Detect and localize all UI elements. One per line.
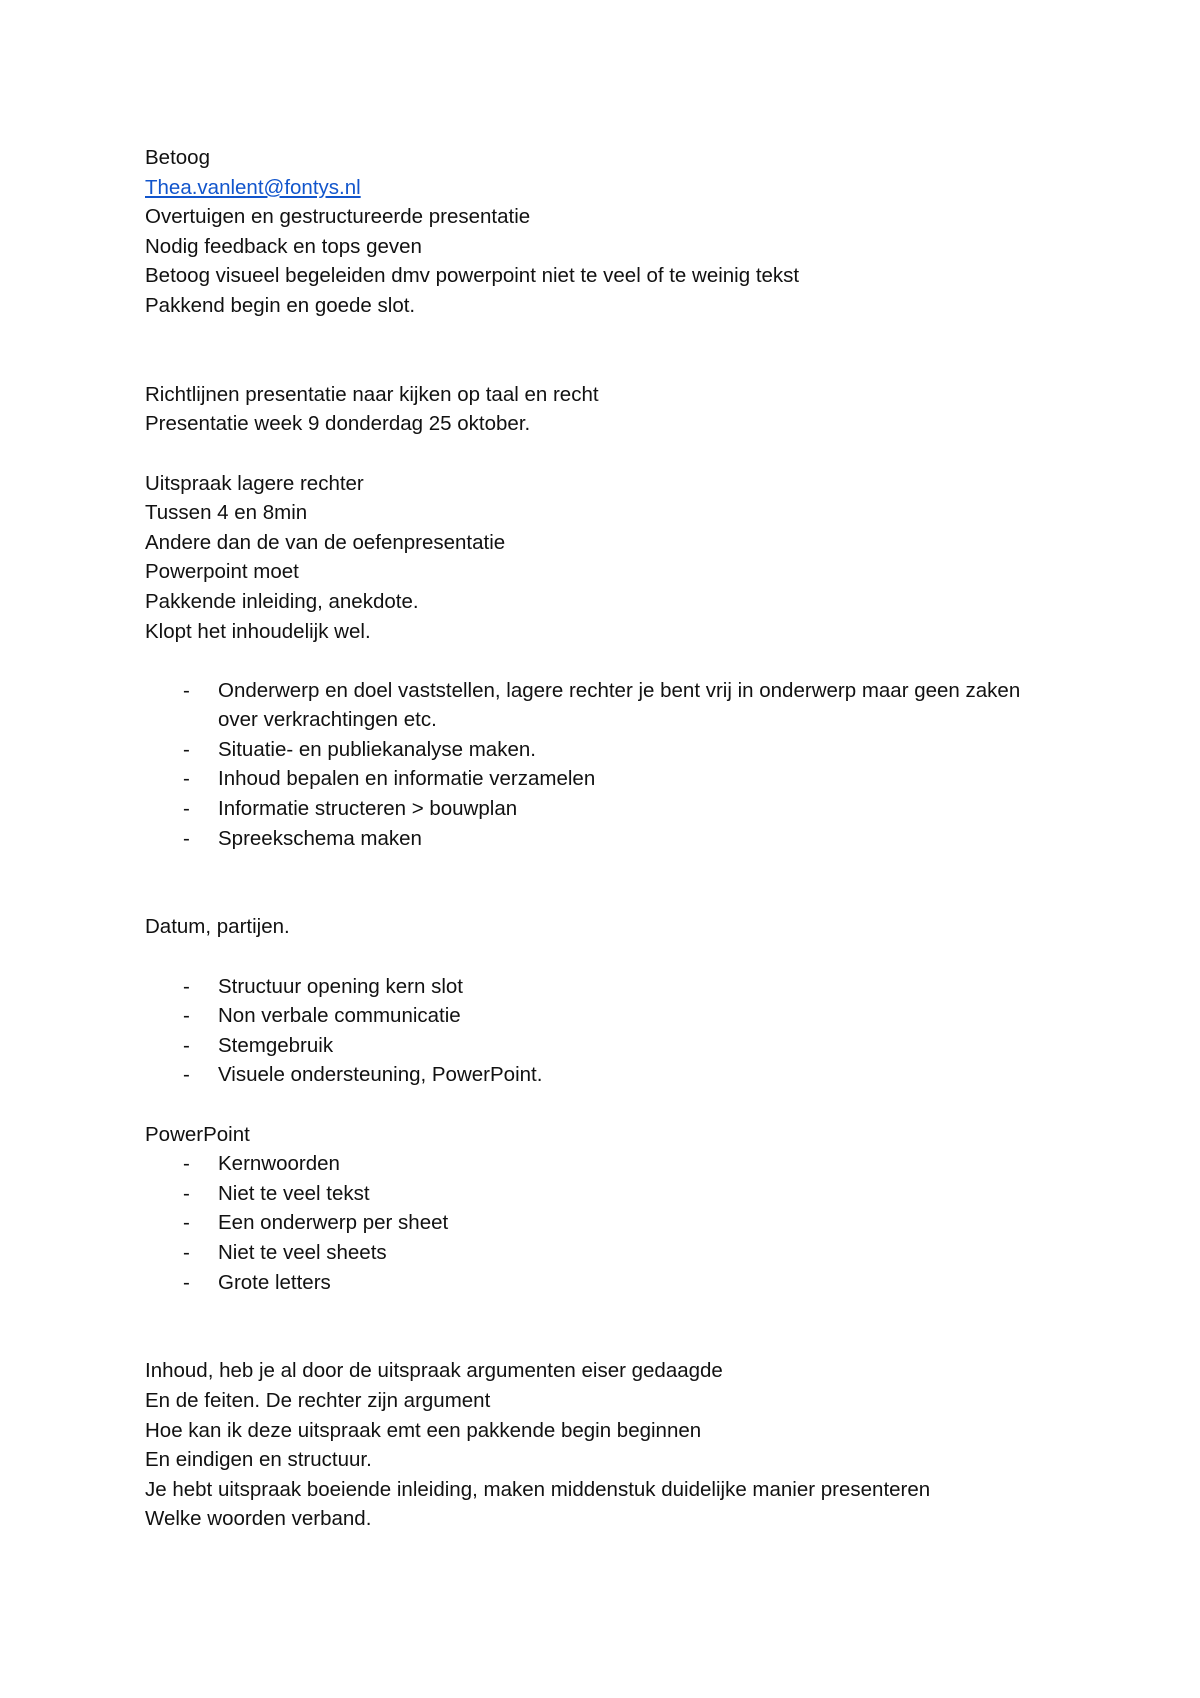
guidelines-line: Richtlijnen presentatie naar kijken op taal en recht: [145, 382, 599, 406]
powerpoint-list: [145, 1149, 1045, 1297]
list-item-text: Stemgebruik: [218, 1033, 334, 1057]
list-item-text: Visuele ondersteuning, PowerPoint.: [218, 1063, 543, 1087]
list-item: [145, 1208, 1045, 1238]
dash-bullet: -: [183, 1240, 190, 1264]
list-item-text: Spreekschema maken: [218, 826, 422, 850]
dash-bullet: -: [183, 1181, 190, 1205]
list-item: [145, 824, 1045, 854]
spacer: [145, 321, 1045, 380]
spacer: [145, 853, 1045, 912]
spacer: [145, 1297, 1045, 1356]
closing-line: Hoe kan ik deze uitspraak emt een pakkende begin beginnen: [145, 1418, 702, 1442]
dash-bullet: -: [183, 737, 190, 761]
list-item: [145, 1268, 1045, 1298]
list-item-text: Een onderwerp per sheet: [218, 1211, 449, 1235]
dash-bullet: -: [183, 1063, 190, 1087]
email-link[interactable]: Thea.vanlent@fontys.nl: [145, 175, 361, 199]
list-item: [145, 764, 1045, 794]
list-item-text: Niet te veel sheets: [218, 1240, 387, 1264]
closing-line: En de feiten. De rechter zijn argument: [145, 1388, 491, 1412]
dash-bullet: -: [183, 1211, 190, 1235]
list-item-text: Non verbale communicatie: [218, 1004, 461, 1028]
document-title: Betoog: [145, 146, 210, 169]
list-item: [145, 1001, 1045, 1031]
spacer: [145, 1090, 1045, 1120]
list-item-text: Onderwerp en doel vaststellen, lagere rechter je bent vrij in onderwerp maar geen zaken over verkrachtingen etc.: [218, 678, 1021, 732]
list-item: [145, 1149, 1045, 1179]
uitspraak-line: Powerpoint moet: [145, 560, 299, 584]
intro-line: Overtuigen en gestructureerde presentatie: [145, 205, 531, 229]
intro-line: Pakkend begin en goede slot.: [145, 293, 416, 317]
list-item: [145, 1238, 1045, 1268]
spacer: [145, 646, 1045, 676]
closing-line: Inhoud, heb je al door de uitspraak argumenten eiser gedaagde: [145, 1359, 723, 1383]
spacer: [145, 439, 1045, 469]
dash-bullet: -: [183, 1004, 190, 1028]
intro-line: Nodig feedback en tops geven: [145, 234, 422, 258]
document-page: [145, 143, 1045, 1534]
intro-line: Betoog visueel begeleiden dmv powerpoint niet te veel of te weinig tekst: [145, 264, 800, 288]
dash-bullet: -: [183, 1270, 190, 1294]
datum-line: Datum, partijen.: [145, 915, 290, 939]
dash-bullet: -: [183, 797, 190, 821]
list-item: [145, 676, 1045, 735]
list-item: [145, 1031, 1045, 1061]
guidelines-line: Presentatie week 9 donderdag 25 oktober.: [145, 412, 531, 436]
closing-line: En eindigen en structuur.: [145, 1448, 372, 1472]
powerpoint-heading: PowerPoint: [145, 1122, 250, 1146]
steps-list: [145, 676, 1045, 854]
list-item-text: Structuur opening kern slot: [218, 974, 463, 998]
closing-line: Je hebt uitspraak boeiende inleiding, maken middenstuk duidelijke manier presenteren: [145, 1477, 931, 1501]
dash-bullet: -: [183, 1152, 190, 1176]
dash-bullet: -: [183, 767, 190, 791]
dash-bullet: -: [183, 1033, 190, 1057]
list-item-text: Kernwoorden: [218, 1152, 340, 1176]
uitspraak-line: Andere dan de van de oefenpresentatie: [145, 530, 506, 554]
closing-line: Welke woorden verband.: [145, 1507, 372, 1531]
list-item-text: Niet te veel tekst: [218, 1181, 370, 1205]
dash-bullet: -: [183, 678, 190, 702]
uitspraak-line: Pakkende inleiding, anekdote.: [145, 589, 419, 613]
dash-bullet: -: [183, 826, 190, 850]
list-item: [145, 972, 1045, 1002]
list-item-text: Grote letters: [218, 1270, 331, 1294]
uitspraak-line: Klopt het inhoudelijk wel.: [145, 619, 371, 643]
list-item: [145, 1179, 1045, 1209]
list-item: [145, 735, 1045, 765]
spacer: [145, 942, 1045, 972]
list-item-text: Inhoud bepalen en informatie verzamelen: [218, 767, 596, 791]
email-line: [145, 173, 1045, 203]
uitspraak-line: Tussen 4 en 8min: [145, 501, 308, 525]
uitspraak-line: Uitspraak lagere rechter: [145, 471, 364, 495]
list-item-text: Informatie structeren > bouwplan: [218, 797, 518, 821]
presentation-list: [145, 972, 1045, 1090]
list-item: [145, 1060, 1045, 1090]
list-item: [145, 794, 1045, 824]
list-item-text: Situatie- en publiekanalyse maken.: [218, 737, 536, 761]
dash-bullet: -: [183, 974, 190, 998]
